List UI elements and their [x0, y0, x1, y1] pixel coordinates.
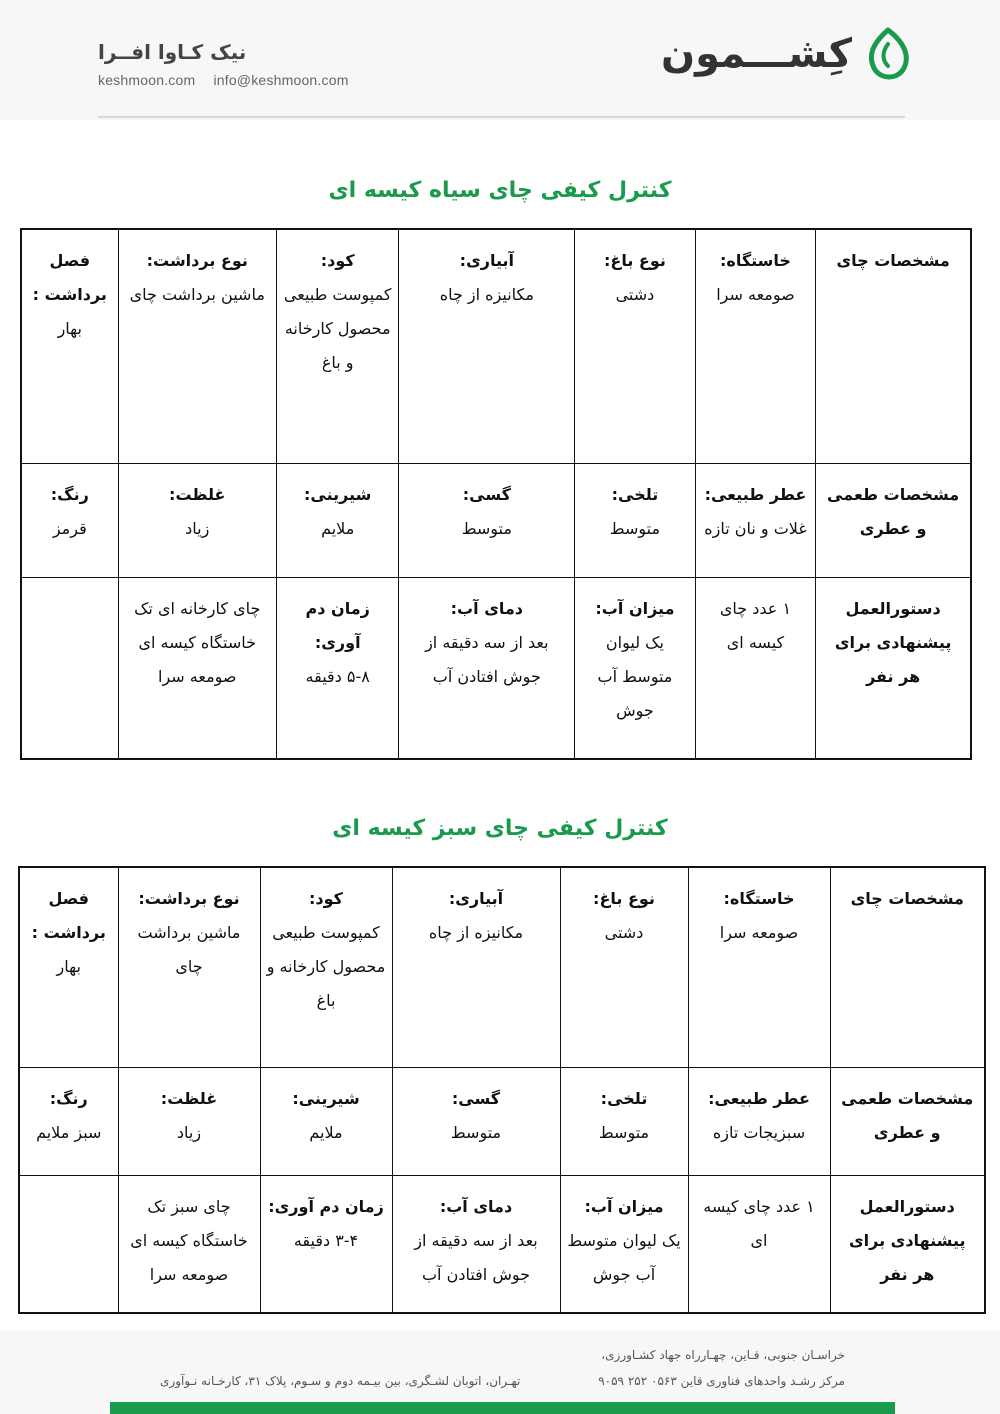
irrigation-cell: آبیاری: مکانیزه از چاه [399, 229, 575, 463]
company-name-text: نیک کـاوا افــرا [98, 40, 247, 64]
header-divider [98, 116, 905, 118]
footer-accent-bar [110, 1402, 895, 1414]
website-link[interactable]: keshmoon.com [98, 72, 196, 88]
water-temperature-cell: دمای آب: بعد از سه دقیقه از جوش افتادن آب [399, 577, 575, 759]
table-row [21, 229, 971, 463]
sweetness-cell: شیرینی: ملایم [276, 463, 399, 577]
email-link[interactable]: info@keshmoon.com [213, 72, 349, 88]
color-cell: رنگ: قرمز [21, 463, 118, 577]
product-description-cell: چای سبز تک خاستگاه کیسه ای صومعه سرا [118, 1175, 260, 1313]
empty-cell [21, 577, 118, 759]
green-tea-quality-table [18, 866, 986, 1314]
origin-cell: خاستگاه: صومعه سرا [688, 867, 830, 1067]
strength-cell: غلظت: زیاد [118, 1067, 260, 1175]
aroma-cell: عطر طبیعی: غلات و نان تازه [695, 463, 816, 577]
row-header: مشخصات چای [830, 867, 985, 1067]
water-temperature-cell: دمای آب: بعد از سه دقیقه از جوش افتادن آب [392, 1175, 560, 1313]
address-incubator: مرکز رشـد واحدهای فناوری قاین ۰۵۶۳ ۲۵۲ ۹۰۵۹ [598, 1374, 845, 1388]
tea-amount-cell: ۱ عدد چای کیسه ای [695, 577, 816, 759]
harvest-season-cell: فصل برداشت : بهار [21, 229, 118, 463]
company-name [98, 40, 246, 64]
green-tea-title: کنترل کیفی چای سبز کیسه ای [332, 816, 668, 841]
page-header [0, 0, 1000, 120]
harvest-type-cell: نوع برداشت: ماشین برداشت چای [118, 229, 276, 463]
water-amount-cell: میزان آب: یک لیوان متوسط آب جوش [575, 577, 696, 759]
address-tehran: تهـران، اتوبان لشـگری، بین بیـمه دوم و سـوم، پلاک ۳۱، کارخـانه نـوآوری [160, 1374, 521, 1388]
harvest-season-cell: فصل برداشت : بهار [19, 867, 118, 1067]
bitterness-cell: تلخی: متوسط [575, 463, 696, 577]
aroma-cell: عطر طبیعی: سبزیجات تازه [688, 1067, 830, 1175]
fertilizer-cell: کود: کمپوست طبیعی محصول کارخانه و باغ [276, 229, 399, 463]
black-tea-quality-table [20, 228, 972, 760]
table-row [19, 1175, 985, 1313]
black-tea-title: کنترل کیفی چای سیاه کیسه ای [328, 178, 672, 203]
bitterness-cell: تلخی: متوسط [560, 1067, 688, 1175]
table-row [19, 1067, 985, 1175]
brew-time-cell: زمان دم آوری: ۵-۸ دقیقه [276, 577, 399, 759]
harvest-type-cell: نوع برداشت: ماشین برداشت چای [118, 867, 260, 1067]
color-cell: رنگ: سبز ملایم [19, 1067, 118, 1175]
product-description-cell: چای کارخانه ای تک خاستگاه کیسه ای صومعه سرا [118, 577, 276, 759]
irrigation-cell: آبیاری: مکانیزه از چاه [392, 867, 560, 1067]
strength-cell: غلظت: زیاد [118, 463, 276, 577]
row-header: مشخصات چای [816, 229, 971, 463]
leaf-logo-icon [864, 26, 912, 82]
contact-info [98, 72, 363, 88]
keshmoon-logo [661, 26, 912, 82]
row-header: مشخصات طعمی و عطری [830, 1067, 985, 1175]
brew-time-cell: زمان دم آوری: ۳-۴ دقیقه [260, 1175, 392, 1313]
sweetness-cell: شیرینی: ملایم [260, 1067, 392, 1175]
row-header: دستورالعمل پیشنهادی برای هر نفر [830, 1175, 985, 1313]
table-row [21, 463, 971, 577]
garden-type-cell: نوع باغ: دشتی [560, 867, 688, 1067]
origin-cell: خاستگاه: صومعه سرا [695, 229, 816, 463]
fertilizer-cell: کود: کمپوست طبیعی محصول کارخانه و باغ [260, 867, 392, 1067]
row-header: دستورالعمل پیشنهادی برای هر نفر [816, 577, 971, 759]
table-row [19, 867, 985, 1067]
logo-text: کِشـــمون [660, 31, 852, 77]
row-header: مشخصات طعمی و عطری [816, 463, 971, 577]
astringency-cell: گسی: متوسط [392, 1067, 560, 1175]
tea-amount-cell: ۱ عدد چای کیسه ای [688, 1175, 830, 1313]
address-khorasan: خراسـان جنوبی، قـاین، چهـارراه جهاد کشـاورزی، [601, 1348, 845, 1362]
astringency-cell: گسی: متوسط [399, 463, 575, 577]
garden-type-cell: نوع باغ: دشتی [575, 229, 696, 463]
table-row [21, 577, 971, 759]
empty-cell [19, 1175, 118, 1313]
page-footer [0, 1330, 1000, 1414]
water-amount-cell: میزان آب: یک لیوان متوسط آب جوش [560, 1175, 688, 1313]
